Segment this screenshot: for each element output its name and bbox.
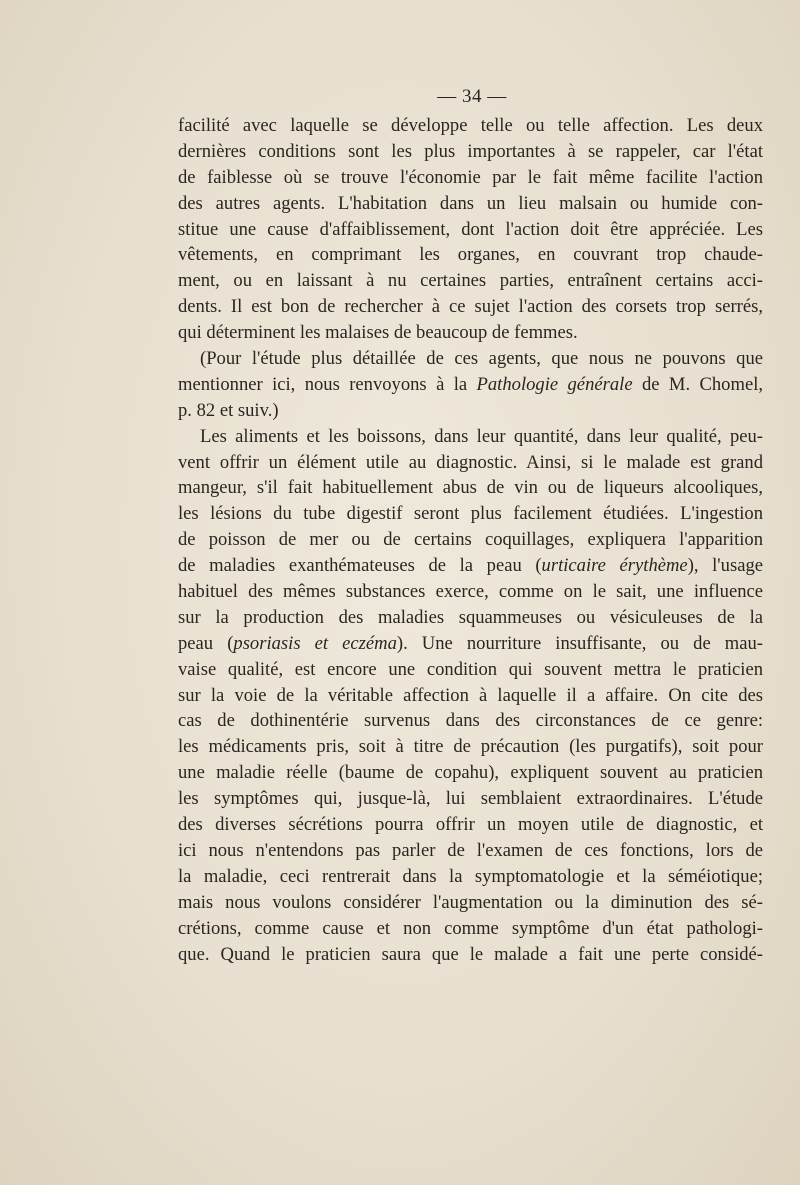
text-line	[178, 657, 763, 683]
text-line	[178, 242, 763, 268]
line-text: de maladies exanthémateuses de la peau (	[178, 555, 542, 577]
line-text: de M. Chomel,	[632, 373, 763, 395]
text-line	[178, 217, 763, 243]
text-line	[178, 708, 763, 734]
line-text: de faiblesse où se trouve l'économie par le fait même facilite l'action	[178, 166, 763, 188]
text-line	[178, 527, 763, 553]
line-text: dents. Il est bon de rechercher à ce sujet l'action des corsets trop serrés,	[178, 296, 763, 318]
text-line	[178, 683, 763, 709]
line-text: qui déterminent les malaises de beaucoup de femmes.	[178, 322, 578, 344]
line-text: les symptômes qui, jusque-là, lui semblaient extraordinaires. L'étude	[178, 788, 763, 810]
text-line	[178, 890, 763, 916]
line-text: habituel des mêmes substances exerce, comme on le sait, une influence	[178, 581, 763, 603]
line-text: mais nous voulons considérer l'augmentation ou la diminution des sé-	[178, 891, 763, 913]
line-text: vêtements, en comprimant les organes, en couvrant trop chaude-	[178, 244, 763, 266]
line-text: des diverses sécrétions pourra offrir un moyen utile de diagnostic, et	[178, 814, 763, 836]
text-line	[178, 605, 763, 631]
text-line	[178, 501, 763, 527]
line-text: une maladie réelle (baume de copahu), expliquent souvent au praticien	[178, 762, 763, 784]
line-text: vaise qualité, est encore une condition qui souvent mettra le praticien	[178, 658, 763, 680]
line-text: ici nous n'entendons pas parler de l'examen de ces fonctions, lors de	[178, 839, 763, 861]
text-line	[178, 320, 763, 346]
text-line	[178, 346, 763, 372]
line-text: sur la production des maladies squammeuses ou vésiculeuses de la	[178, 606, 763, 628]
line-text: des autres agents. L'habitation dans un lieu malsain ou humide con-	[178, 192, 763, 214]
text-line	[178, 294, 763, 320]
italic-title: urticaire érythème	[541, 555, 688, 577]
line-text: cas de dothinentérie survenus dans des circonstances de ce genre:	[178, 710, 763, 732]
line-text: crétions, comme cause et non comme symptôme d'un état pathologi-	[178, 917, 763, 939]
body-text	[178, 113, 763, 967]
text-line	[178, 838, 763, 864]
line-text: facilité avec laquelle se développe telle ou telle affection. Les deux	[178, 115, 763, 136]
line-text: stitue une cause d'affaiblissement, dont l'action doit être appréciée. Les	[178, 218, 763, 240]
text-line	[178, 734, 763, 760]
text-line	[178, 398, 763, 424]
text-line	[178, 579, 763, 605]
text-line	[178, 475, 763, 501]
text-line	[178, 553, 763, 579]
text-line	[178, 631, 763, 657]
line-text: sur la voie de la véritable affection à laquelle il a affaire. On cite des	[178, 684, 763, 706]
line-text: que. Quand le praticien saura que le malade a fait une perte considé-	[178, 943, 763, 965]
text-line	[178, 139, 763, 165]
line-text: mentionner ici, nous renvoyons à la	[178, 373, 477, 395]
text-line	[178, 424, 763, 450]
line-text: la maladie, ceci rentrerait dans la symptomatologie et la séméiotique;	[178, 865, 763, 887]
text-line	[178, 864, 763, 890]
text-line	[178, 191, 763, 217]
line-text: peau (	[178, 632, 234, 654]
text-line	[178, 372, 763, 398]
line-text: ). Une nourriture insuffisante, ou de mau-	[396, 632, 763, 654]
italic-title: psoriasis et eczéma	[233, 632, 397, 654]
text-line	[178, 916, 763, 942]
line-text: p. 82 et suiv.)	[178, 399, 279, 421]
text-line	[178, 450, 763, 476]
line-text: vent offrir un élément utile au diagnostic. Ainsi, si le malade est grand	[178, 451, 763, 473]
text-line	[178, 268, 763, 294]
line-text: Les aliments et les boissons, dans leur quantité, dans leur qualité, peu-	[200, 425, 763, 447]
text-line	[178, 113, 763, 139]
line-text: (Pour l'étude plus détaillée de ces agents, que nous ne pouvons que	[200, 348, 763, 370]
text-line	[178, 942, 763, 968]
line-text: de poisson de mer ou de certains coquillages, expliquera l'apparition	[178, 529, 763, 551]
text-line	[178, 760, 763, 786]
line-text: dernières conditions sont les plus importantes à se rappeler, car l'état	[178, 140, 763, 162]
text-line	[178, 786, 763, 812]
text-line	[178, 165, 763, 191]
line-text: les lésions du tube digestif seront plus facilement étudiées. L'ingestion	[178, 503, 763, 525]
line-text: ment, ou en laissant à nu certaines parties, entraînent certains acci-	[178, 270, 763, 292]
line-text: les médicaments pris, soit à titre de précaution (les purgatifs), soit pour	[178, 736, 763, 758]
page-number: — 34 —	[437, 86, 507, 107]
italic-title: Pathologie générale	[476, 373, 633, 395]
line-text: mangeur, s'il fait habituellement abus de vin ou de liqueurs alcooliques,	[178, 477, 763, 499]
text-line	[178, 812, 763, 838]
line-text: ), l'usage	[687, 555, 763, 577]
